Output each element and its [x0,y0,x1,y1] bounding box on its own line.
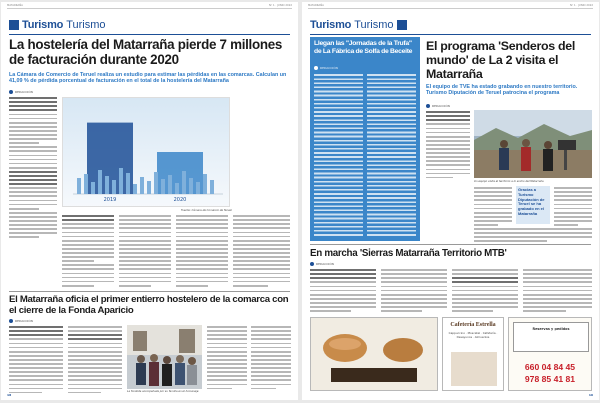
trufa-headline: Llegan las "Jornadas de la Trufa" de La Fábrica de Solfa de Beceite [314,40,413,55]
camera-icon [558,140,576,150]
senderos-byline [426,104,450,108]
senderos-photo [474,110,592,178]
left-page-number: 18 [7,393,12,397]
trufa-feature-box [310,37,420,241]
byline-dot-icon [9,319,13,323]
cafeteria-ad-brand: Cafetería Estrella [450,322,496,328]
senderos-photo-caption: Un equipo visita el territorio a lo ancho del Matarraña [474,180,544,183]
chart-caption: Fuente: Cámara de Comercio de Teruel [181,209,232,212]
cafeteria-ad-title: Cappuccino · Moscatel · Cafetería · Desayunos · Almuerzos [448,331,498,339]
mtb-headline: En marcha 'Sierras Matarraña Territorio MTB' [310,248,507,259]
main-headline: La hostelería del Matarraña pierde 7 millones de facturación durante 2020 [9,37,283,68]
right-page [302,2,599,400]
section-tile-icon [9,20,19,30]
fonda-aparicio-photo [127,325,202,389]
chart-svg [63,98,230,207]
phone-number-1: 660 04 84 45 [524,362,576,372]
left-folio-issue: Nº 1 · JUNIO 2022 [269,4,292,7]
trufa-byline-text: REDACCIÓN [320,66,338,70]
main-subhead: La Cámara de Comercio de Teruel realiza un estudio para estimar las pérdidas en las comarcas. Calculan un 41,09 % de pérdida porcentual de facturación en el total de la hostelería del Matarraña [9,72,287,85]
fonda-photo-svg [127,325,202,389]
second-article-column-1 [9,325,63,395]
section-label-secondary: Turismo [66,18,106,31]
fonda-photo-caption: La fondista acompañada por su familia en el homenaje [127,390,199,393]
bread-ad [310,317,438,391]
byline-dot-icon [9,90,13,94]
byline-dot-icon [310,262,314,266]
left-folio [7,4,292,9]
senderos-headline: El programa 'Senderos del mundo' de La 2 visita el Matarraña [426,39,575,82]
article-divider [310,244,591,245]
senderos-column-3 [554,186,592,227]
mtb-column-4 [523,268,592,313]
cafeteria-ad [442,317,504,391]
senderos-byline-text: REDACCIÓN [432,104,450,108]
senderos-photo-svg [474,110,592,178]
section-label-secondary: Turismo [354,18,394,31]
second-article-column-2 [68,325,122,395]
right-folio [308,4,593,9]
right-folio-issue: Nº 1 · JUNIO 2022 [570,4,593,7]
main-byline [9,90,33,94]
cafeteria-ad-photo [451,352,497,386]
second-article-column-3 [207,325,247,391]
byline-dot-icon [426,104,430,108]
right-folio-title: MATARRAÑA [308,4,324,7]
section-rule [9,34,290,35]
senderos-column-2 [474,186,512,227]
facturacion-chart [62,97,230,207]
byline-dot-icon [314,66,318,70]
main-article-column-3 [119,214,171,288]
trufa-column-1 [314,73,363,237]
main-byline-text: REDACCIÓN [15,90,33,94]
section-label: Turismo [22,18,64,31]
mtb-column-1 [310,268,376,313]
main-article-column-5 [233,214,290,288]
pull-quote-text: Gracias a Turismo Diputación de Teruel se ha grabado en el Matarraña [518,187,545,216]
phone-ad-label: Reservas y pedidos [532,327,570,331]
right-section-header [310,18,407,31]
senderos-subhead: El equipo de TVE ha estado grabando en nuestro territorio. Turismo Diputación de Teruel patrocina el programa [426,84,578,97]
main-article-column-2 [62,214,114,288]
chart-tick-label-2019: 2019 [103,197,117,203]
pull-quote [516,186,550,224]
left-page [1,2,298,400]
left-folio-title: MATARRAÑA [7,4,23,7]
mtb-byline-text: REDACCIÓN [316,262,334,266]
second-byline-text: REDACCIÓN [15,319,33,323]
phone-ad [508,317,592,391]
chart-tick-label-2020: 2020 [173,197,187,203]
second-byline [9,319,33,323]
section-label: Turismo [310,18,352,31]
bread-ad-art [311,318,437,390]
phone-number-2: 978 85 41 81 [524,374,576,384]
mtb-column-3 [452,268,518,313]
second-article-column-4 [251,325,291,391]
section-rule [310,34,591,35]
trufa-byline [314,66,338,70]
trufa-column-2 [367,73,416,237]
right-page-number: 19 [588,393,593,397]
main-article-column-1 [9,96,57,239]
second-headline: El Matarraña oficia el primer entierro hostelero de la comarca con el cierre de la Fonda Aparicio [9,294,289,316]
mtb-byline [310,262,334,266]
main-article-column-4 [176,214,228,288]
senderos-column-4 [474,227,592,243]
senderos-column-1 [426,110,470,180]
section-tile-icon [397,20,407,30]
left-section-header [9,18,106,31]
mtb-column-2 [381,268,447,313]
phone-ad-box [513,322,589,352]
article-divider [9,291,290,292]
